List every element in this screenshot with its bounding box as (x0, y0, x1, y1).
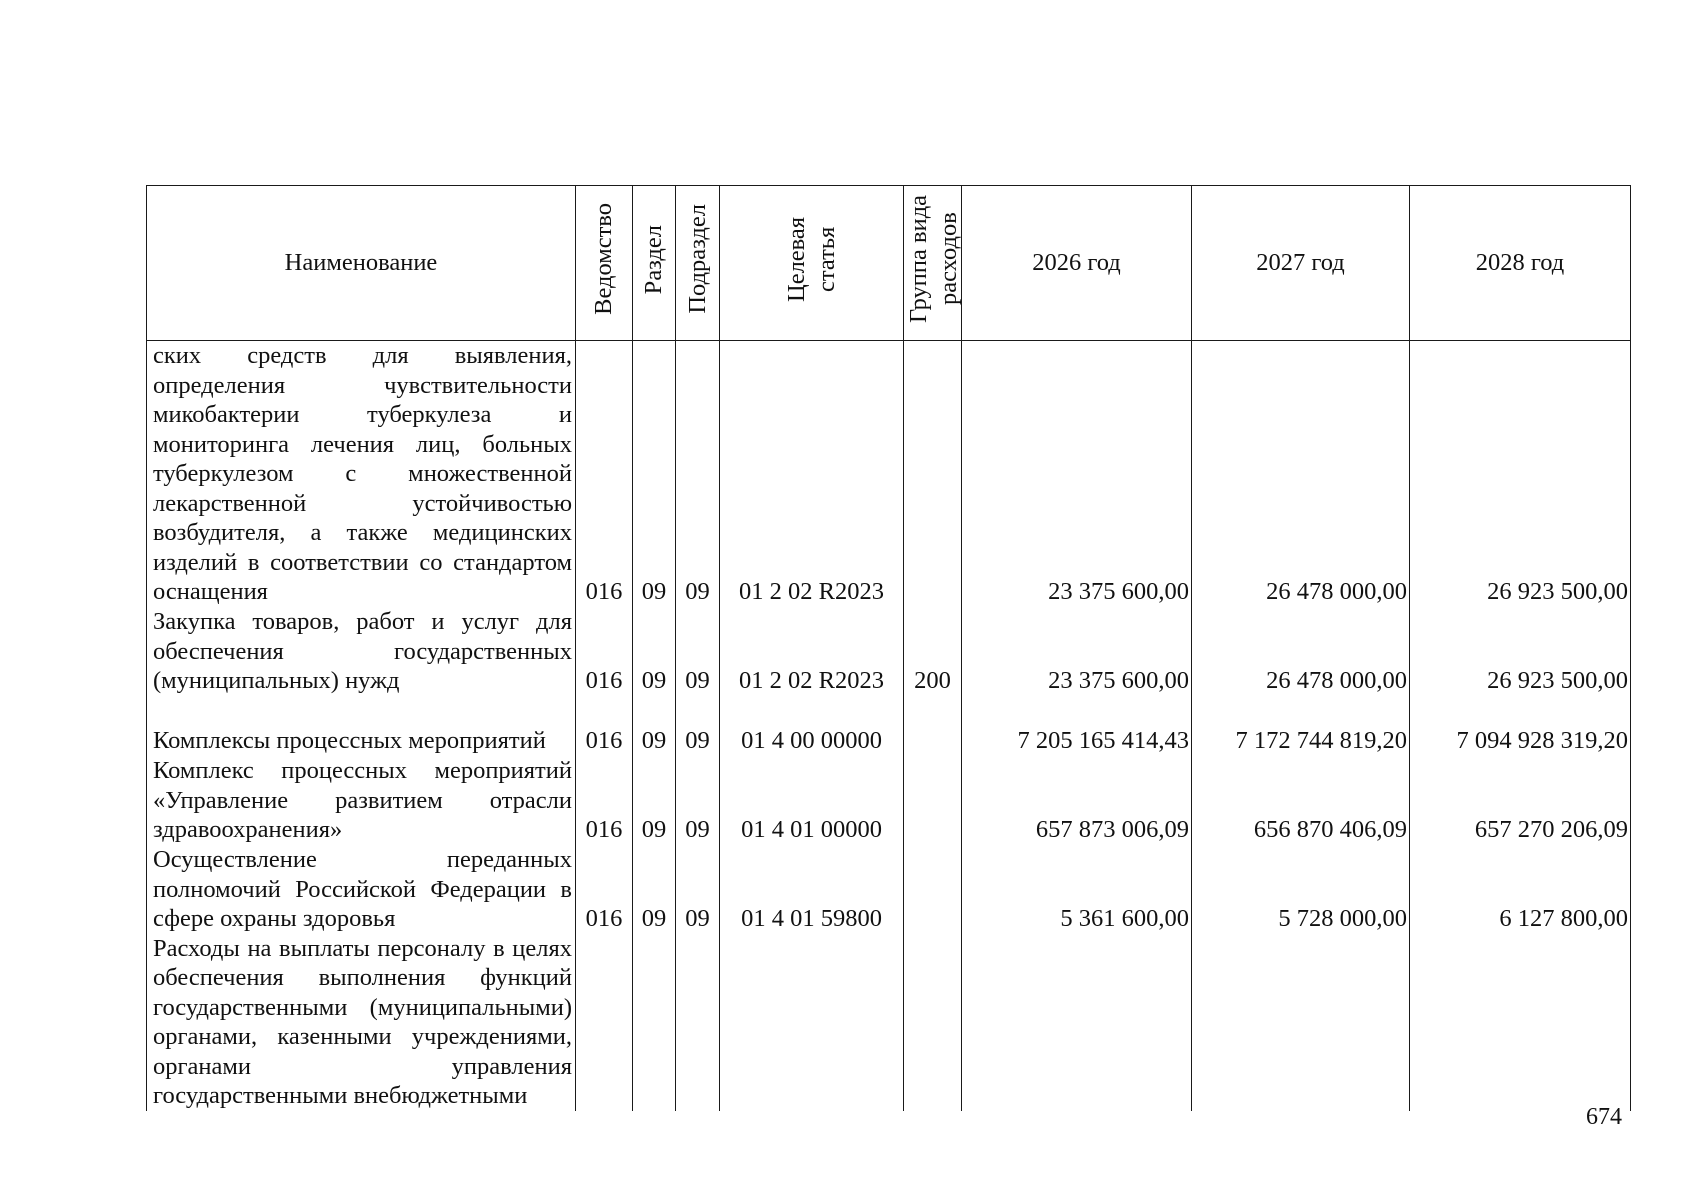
header-target-item: Целевая статья (720, 186, 904, 341)
row-2027: 26 478 000,00 (1192, 341, 1410, 607)
row-2028: 657 270 206,09 (1410, 756, 1631, 845)
row-group (904, 934, 962, 1111)
page-number: 674 (1586, 1104, 1622, 1130)
row-2027: 5 728 000,00 (1192, 845, 1410, 934)
row-2028: 7 094 928 319,20 (1410, 696, 1631, 756)
row-dept: 016 (576, 607, 633, 696)
row-section: 09 (633, 845, 676, 934)
table-row (147, 845, 1631, 934)
row-group (904, 756, 962, 845)
row-target: 01 4 00 00000 (720, 696, 904, 756)
row-subsection (676, 934, 720, 1111)
table-row (147, 934, 1631, 1111)
row-2026: 23 375 600,00 (962, 607, 1192, 696)
row-name: Осуществление переданных полномочий Российской Федерации в сфере охраны здоровья (147, 845, 576, 934)
row-target: 01 2 02 R2023 (720, 341, 904, 607)
row-group (904, 696, 962, 756)
header-department: Ведомство (576, 186, 633, 341)
row-dept: 016 (576, 341, 633, 607)
table-row (147, 341, 1631, 607)
header-section: Раздел (633, 186, 676, 341)
header-2027: 2027 год (1192, 186, 1410, 341)
row-section: 09 (633, 696, 676, 756)
row-2027: 656 870 406,09 (1192, 756, 1410, 845)
row-dept (576, 934, 633, 1111)
row-2028: 6 127 800,00 (1410, 845, 1631, 934)
row-2027 (1192, 934, 1410, 1111)
row-2026: 5 361 600,00 (962, 845, 1192, 934)
row-subsection: 09 (676, 845, 720, 934)
table-row (147, 756, 1631, 845)
row-subsection: 09 (676, 696, 720, 756)
row-dept: 016 (576, 845, 633, 934)
row-dept: 016 (576, 696, 633, 756)
row-2027: 26 478 000,00 (1192, 607, 1410, 696)
table-header-row (147, 186, 1631, 341)
row-group (904, 845, 962, 934)
row-target: 01 2 02 R2023 (720, 607, 904, 696)
row-name: ских средств для выявления, определения чувствительности микобактерии туберкулеза и мониторинга лечения лиц, больных туберкулезом с множественной лекарственной устойчивостью возбудителя, а также медицинских изделий в соответствии со стандартом оснащения (147, 341, 576, 607)
row-target: 01 4 01 00000 (720, 756, 904, 845)
row-name: Комплекс процессных мероприятий «Управление развитием отрасли здравоохранения» (147, 756, 576, 845)
header-name: Наименование (147, 186, 576, 341)
row-2026 (962, 934, 1192, 1111)
row-2026: 657 873 006,09 (962, 756, 1192, 845)
row-name: Комплексы процессных мероприятий (147, 696, 576, 756)
row-2028 (1410, 934, 1631, 1111)
header-2028: 2028 год (1410, 186, 1631, 341)
header-2026: 2026 год (962, 186, 1192, 341)
row-section: 09 (633, 607, 676, 696)
row-2028: 26 923 500,00 (1410, 607, 1631, 696)
row-target: 01 4 01 59800 (720, 845, 904, 934)
row-dept: 016 (576, 756, 633, 845)
header-expense-group: Группа вида расходов (904, 186, 962, 341)
row-group (904, 341, 962, 607)
row-section: 09 (633, 756, 676, 845)
row-2026: 23 375 600,00 (962, 341, 1192, 607)
row-subsection: 09 (676, 607, 720, 696)
row-group: 200 (904, 607, 962, 696)
budget-table (146, 185, 1631, 1111)
row-2027: 7 172 744 819,20 (1192, 696, 1410, 756)
row-2026: 7 205 165 414,43 (962, 696, 1192, 756)
row-2028: 26 923 500,00 (1410, 341, 1631, 607)
row-subsection: 09 (676, 341, 720, 607)
row-section: 09 (633, 341, 676, 607)
table-row (147, 696, 1631, 756)
table-row (147, 607, 1631, 696)
row-target (720, 934, 904, 1111)
row-name: Закупка товаров, работ и услуг для обеспечения государственных (муниципальных) нужд (147, 607, 576, 696)
row-name: Расходы на выплаты персоналу в целях обеспечения выполнения функций государственными (муниципальными) органами, казенными учреждениями, органами управления государственными внебюджетными (147, 934, 576, 1111)
row-subsection: 09 (676, 756, 720, 845)
header-subsection: Подраздел (676, 186, 720, 341)
row-section (633, 934, 676, 1111)
